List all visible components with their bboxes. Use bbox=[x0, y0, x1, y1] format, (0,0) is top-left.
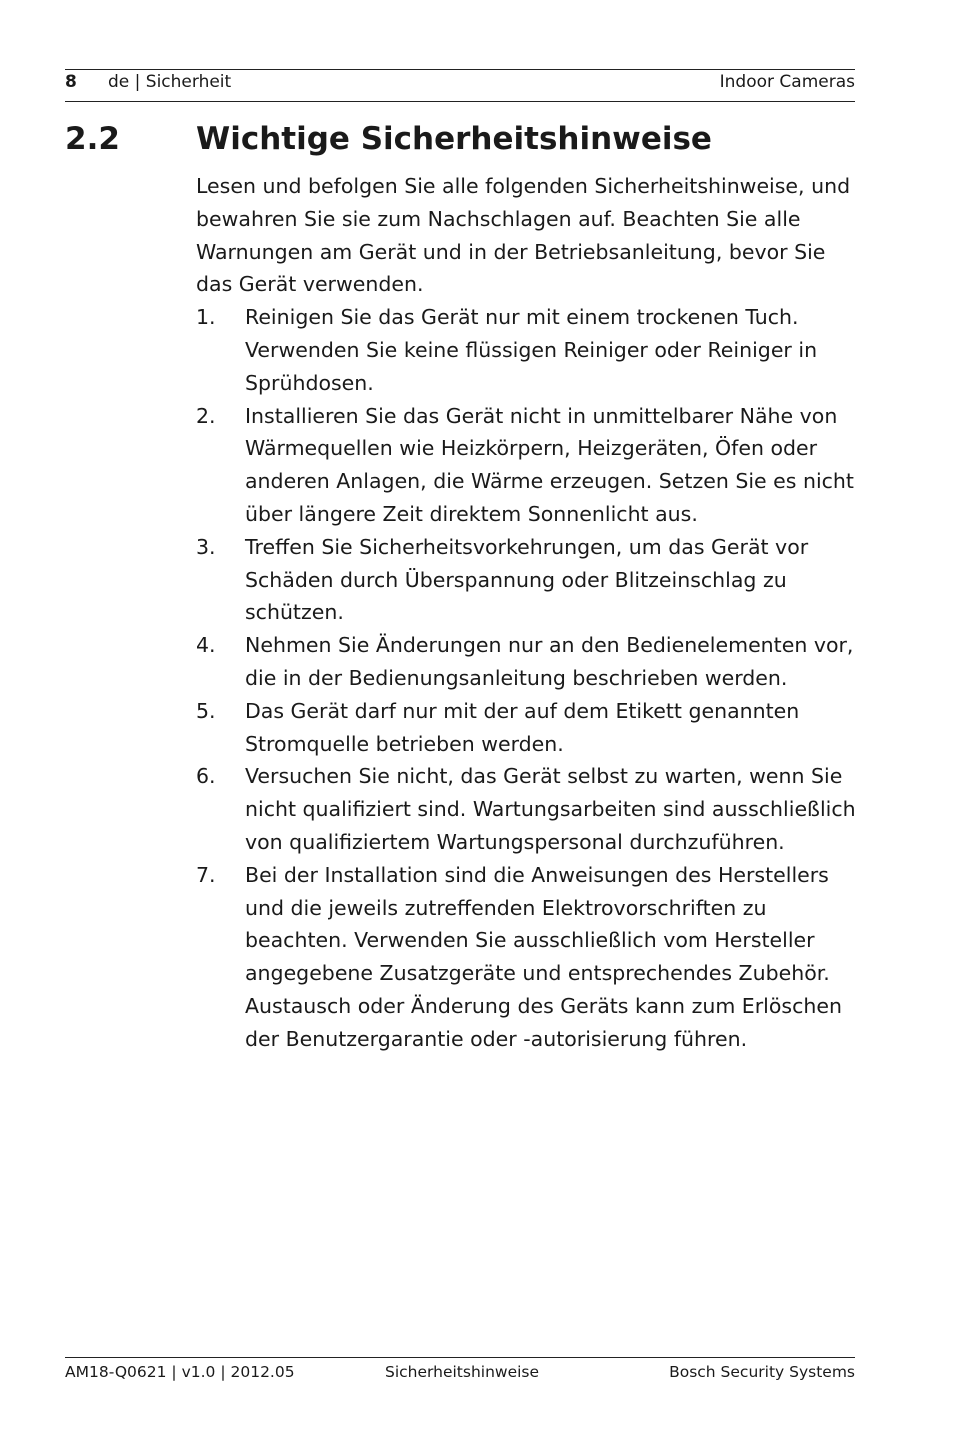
footer-chapter: Sicherheitshinweise bbox=[385, 1363, 540, 1381]
list-item-text: Versuchen Sie nicht, das Gerät selbst zu warten, wenn Sie nicht qualifiziert sind. Wartungsarbeiten sind ausschließlich von qualifiziertem Wartungspersonal durchzuführen. bbox=[245, 764, 856, 854]
list-item bbox=[196, 859, 861, 1056]
list-item-number: 4. bbox=[196, 633, 216, 658]
list-item-number: 5. bbox=[196, 698, 216, 723]
list-item-number: 3. bbox=[196, 534, 216, 559]
list-item-text: Installieren Sie das Gerät nicht in unmittelbarer Nähe von Wärmequellen wie Heizkörpern, Heizgeräten, Öfen oder anderen Anlagen, die Wärme erzeugen. Setzen Sie es nicht über längere Zeit direktem Sonnenlicht aus. bbox=[245, 403, 854, 526]
list-item bbox=[196, 531, 861, 629]
list-item-text: Reinigen Sie das Gerät nur mit einem trockenen Tuch. Verwenden Sie keine flüssigen Reiniger oder Reiniger in Sprühdosen. bbox=[245, 305, 818, 395]
page-footer bbox=[65, 1357, 855, 1381]
header-section: de | Sicherheit bbox=[108, 72, 232, 92]
list-item-text: Das Gerät darf nur mit der auf dem Etikett genannten Stromquelle betrieben werden. bbox=[245, 698, 800, 756]
section-title: Wichtige Sicherheitshinweise bbox=[196, 121, 712, 157]
list-item bbox=[196, 629, 861, 695]
intro-paragraph: Lesen und befolgen Sie alle folgenden Sicherheitshinweise, und bewahren Sie sie zum Nachschlagen auf. Beachten Sie alle Warnungen am Gerät und in der Betriebsanleitung, bevor Sie das Gerät verwenden. bbox=[196, 174, 851, 297]
page-number: 8 bbox=[65, 72, 77, 92]
list-item-text: Treffen Sie Sicherheitsvorkehrungen, um das Gerät vor Schäden durch Überspannung oder Blitzeinschlag zu schützen. bbox=[245, 534, 809, 625]
list-item-text: Bei der Installation sind die Anweisungen des Herstellers und die jeweils zutreffenden Elektrovorschriften zu beachten. Verwenden Sie ausschließlich vom Hersteller angegebene Zusatzgeräte und entsprechendes Zubehör. Austausch oder Änderung des Geräts kann zum Erlöschen der Benutzergarantie oder -autorisierung führen. bbox=[245, 862, 842, 1051]
list-item-text: Nehmen Sie Änderungen nur an den Bedienelementen vor, die in der Bedienungsanleitung beschrieben werden. bbox=[245, 633, 854, 690]
safety-instructions-list bbox=[196, 301, 861, 1055]
list-item-number: 2. bbox=[196, 403, 216, 428]
page-header bbox=[65, 69, 855, 102]
list-item-number: 7. bbox=[196, 862, 216, 887]
list-item bbox=[196, 301, 861, 399]
list-item bbox=[196, 400, 861, 531]
footer-document-id: AM18-Q0621 | v1.0 | 2012.05 bbox=[65, 1363, 295, 1381]
section-number: 2.2 bbox=[65, 121, 120, 157]
header-product: Indoor Cameras bbox=[719, 72, 855, 92]
list-item-number: 6. bbox=[196, 764, 216, 789]
footer-company: Bosch Security Systems bbox=[669, 1363, 855, 1381]
list-item bbox=[196, 695, 861, 761]
list-item bbox=[196, 760, 861, 858]
main-content bbox=[196, 170, 861, 1056]
list-item-number: 1. bbox=[196, 305, 216, 330]
